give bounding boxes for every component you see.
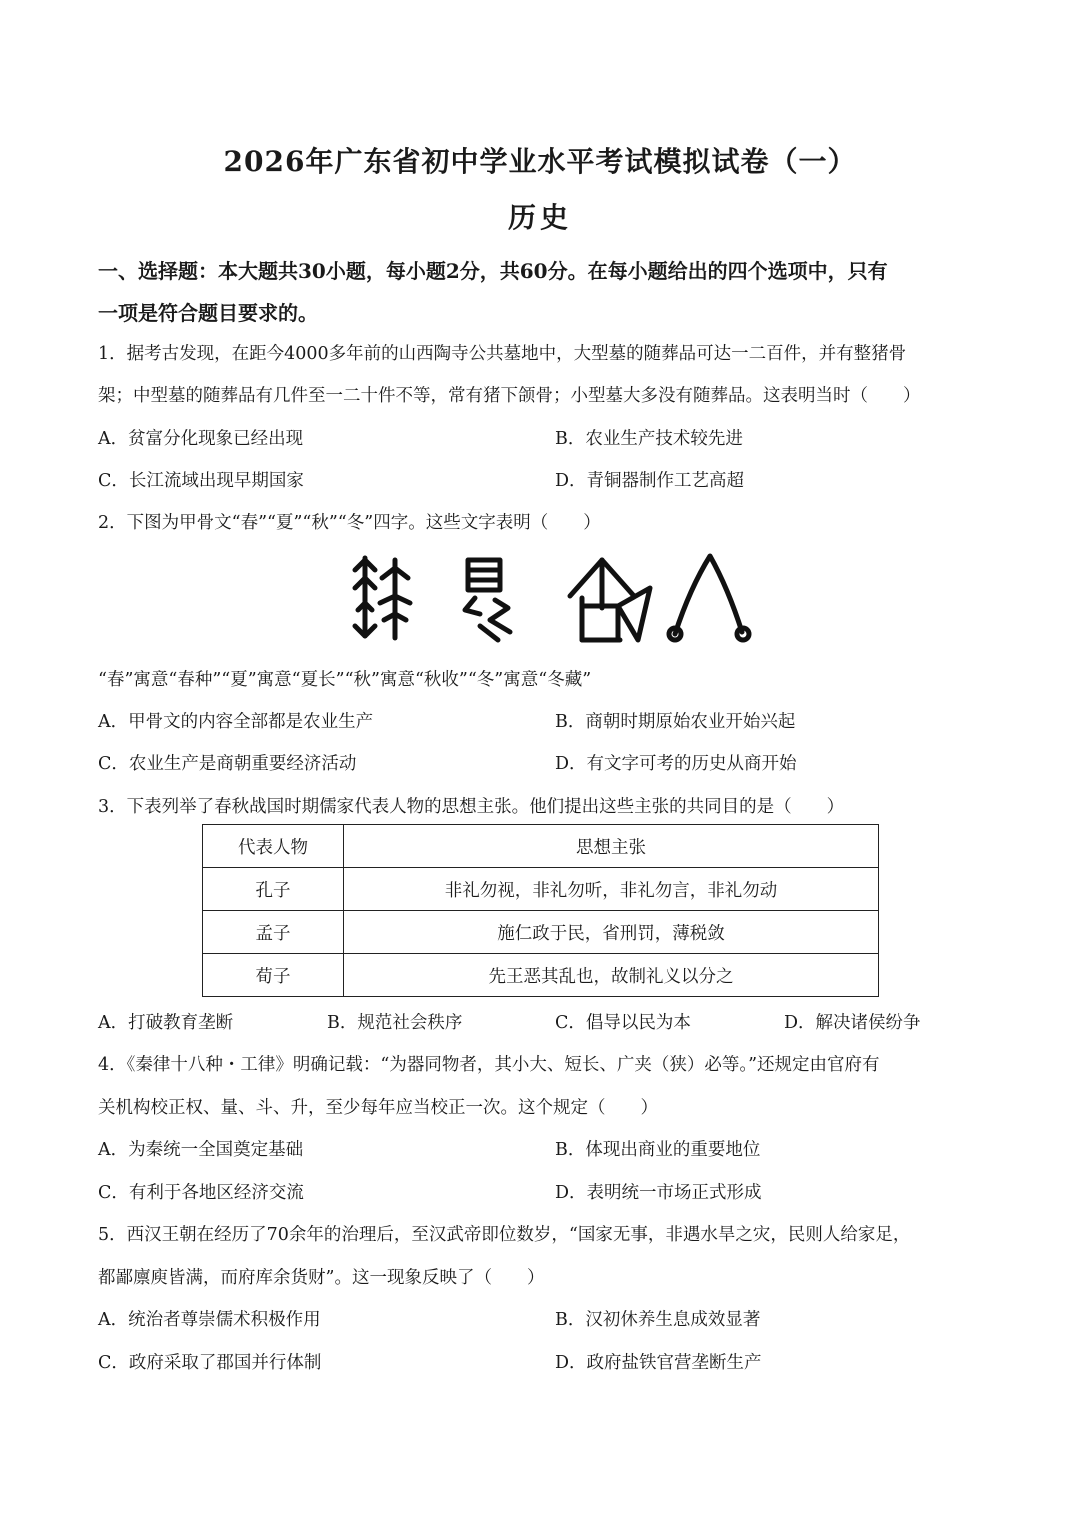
- q5-option-a[interactable]: A．统治者尊崇儒术积极作用: [98, 1310, 321, 1330]
- oracle-glyph-winter: [669, 556, 749, 640]
- table-cell-person: 荀子: [203, 954, 344, 997]
- q4-stem-line1: 4．《秦律十八种・工律》明确记载：“为器同物者，其小大、短长、广夹（狭）必等。”还规定由官府有: [98, 1055, 880, 1075]
- oracle-glyph-spring: [355, 558, 410, 638]
- q3-option-c[interactable]: C．倡导以民为本: [555, 1013, 691, 1033]
- q2-option-b[interactable]: B．商朝时期原始农业开始兴起: [555, 712, 796, 732]
- q4-option-d[interactable]: D．表明统一市场正式形成: [555, 1183, 762, 1203]
- q5-stem-line2: 都鄙廪庾皆满，而府库余货财”。这一现象反映了（ ）: [98, 1268, 545, 1288]
- q2-option-d[interactable]: D．有文字可考的历史从商开始: [555, 754, 797, 774]
- table-header-cell: 代表人物: [203, 825, 344, 868]
- q4-option-c[interactable]: C．有利于各地区经济交流: [98, 1183, 304, 1203]
- q2-option-c[interactable]: C．农业生产是商朝重要经济活动: [98, 754, 357, 774]
- table-cell-idea: 先王恶其乱也，故制礼义以分之: [344, 954, 879, 997]
- table-header-cell: 思想主张: [344, 825, 879, 868]
- q1-option-c[interactable]: C．长江流域出现早期国家: [98, 471, 304, 491]
- q3-option-d[interactable]: D．解决诸侯纷争: [784, 1013, 921, 1033]
- q5-option-b[interactable]: B．汉初休养生息成效显著: [555, 1310, 761, 1330]
- table-row: [203, 954, 879, 997]
- section-heading-line2: 一项是符合题目要求的。: [98, 301, 318, 325]
- table-row: [203, 911, 879, 954]
- q2-caption: “春”寓意“春种”“夏”寓意“夏长”“秋”寓意“秋收”“冬”寓意“冬藏”: [98, 670, 592, 690]
- table-row: [203, 868, 879, 911]
- section-heading: [98, 250, 988, 334]
- table-header-row: [203, 825, 879, 868]
- subject-title: 历史: [507, 201, 572, 234]
- q5-stem-line1: 5．西汉王朝在经历了70余年的治理后，至汉武帝即位数岁，“国家无事，非遇水旱之灾，民则人给家足，: [98, 1225, 911, 1245]
- q1-stem-line1: 1．据考古发现，在距今4000多年前的山西陶寺公共墓地中，大型墓的随葬品可达一二百件，并有整猪骨: [98, 344, 907, 364]
- q1-stem-line2: 架；中型墓的随葬品有几件至一二十件不等，常有猪下颌骨；小型墓大多没有随葬品。这表明当时（ ）: [98, 386, 921, 406]
- exam-title: 2026年广东省初中学业水平考试模拟试卷（一）: [223, 145, 857, 178]
- q1-option-a[interactable]: A．贫富分化现象已经出现: [98, 429, 304, 449]
- q5-option-d[interactable]: D．政府盐铁官营垄断生产: [555, 1353, 762, 1373]
- q2-stem: 2．下图为甲骨文“春”“夏”“秋”“冬”四字。这些文字表明（ ）: [98, 513, 601, 533]
- section-heading-line1: 一、选择题：本大题共30小题，每小题2分，共60分。在每小题给出的四个选项中，只有: [98, 259, 888, 283]
- q4-stem-line2: 关机构校正权、量、斗、升，至少每年应当校正一次。这个规定（ ）: [98, 1098, 658, 1118]
- q3-stem: 3．下表列举了春秋战国时期儒家代表人物的思想主张。他们提出这些主张的共同目的是（ ）: [98, 797, 845, 817]
- q5-option-c[interactable]: C．政府采取了郡国并行体制: [98, 1353, 322, 1373]
- q2-option-a[interactable]: A．甲骨文的内容全部都是农业生产: [98, 712, 374, 732]
- q1-option-b[interactable]: B．农业生产技术较先进: [555, 429, 743, 449]
- table-cell-idea: 施仁政于民，省刑罚，薄税敛: [344, 911, 879, 954]
- q1-option-d[interactable]: D．青铜器制作工艺高超: [555, 471, 745, 491]
- oracle-glyph-autumn: [570, 560, 650, 640]
- q4-option-b[interactable]: B．体现出商业的重要地位: [555, 1140, 761, 1160]
- oracle-bone-glyphs: [350, 548, 760, 648]
- q3-option-b[interactable]: B．规范社会秩序: [327, 1013, 463, 1033]
- table-cell-person: 孔子: [203, 868, 344, 911]
- q3-table: [202, 824, 879, 997]
- table-cell-idea: 非礼勿视，非礼勿听，非礼勿言，非礼勿动: [344, 868, 879, 911]
- q4-option-a[interactable]: A．为秦统一全国奠定基础: [98, 1140, 304, 1160]
- oracle-glyph-summer: [465, 560, 510, 640]
- table-cell-person: 孟子: [203, 911, 344, 954]
- q3-option-a[interactable]: A．打破教育垄断: [98, 1013, 234, 1033]
